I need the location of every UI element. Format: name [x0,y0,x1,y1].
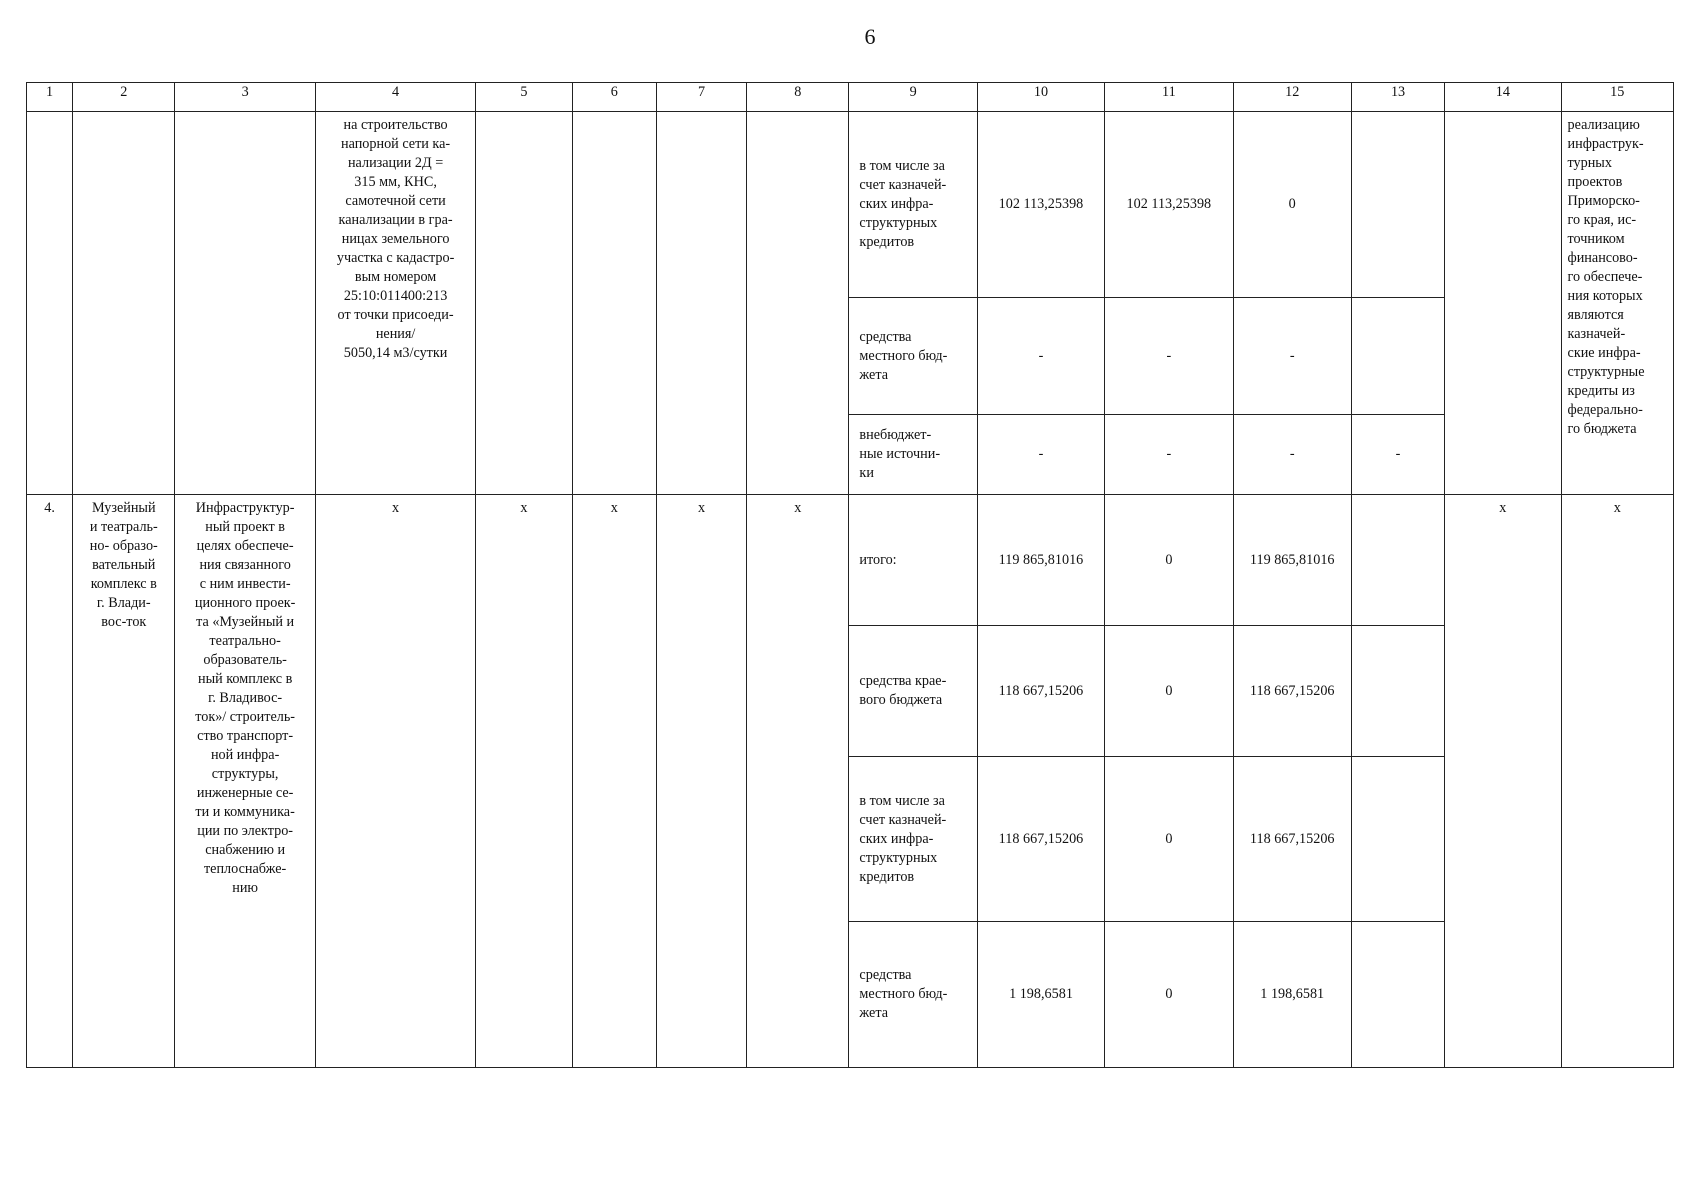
amount-col13 [1351,112,1444,298]
amount-col13 [1351,495,1444,626]
fund-source-label: средства местного бюд- жета [849,298,977,415]
amount-col11: - [1105,415,1233,495]
cont-description [315,112,475,495]
header-cell: 3 [175,83,315,112]
x-mark-col15: х [1561,495,1673,1068]
header-cell: 1 [27,83,73,112]
amount-col11: 0 [1105,626,1233,757]
header-cell: 6 [572,83,656,112]
header-cell: 9 [849,83,977,112]
cont-cell-8 [747,112,849,495]
amount-col10: 118 667,15206 [977,757,1104,922]
cont-cell-6 [572,112,656,495]
amount-col11: - [1105,298,1233,415]
header-cell: 14 [1445,83,1561,112]
fund-source-label: итого: [849,495,977,626]
header-cell: 4 [315,83,475,112]
header-cell: 7 [656,83,746,112]
amount-col10: - [977,415,1104,495]
amount-col10: 119 865,81016 [977,495,1104,626]
fund-source-label: внебюджет- ные источни- ки [849,415,977,495]
project-name: Музейный и театраль- но- образо- вательный комплекс в г. Влади- вос-ток [73,495,175,1068]
amount-col13 [1351,626,1444,757]
cont-row-treasury [27,112,1674,298]
cont-note-text: реализацию инфраструк- турных проектов Приморско- го края, ис- точником финансово- го обеспече- ния которых являются казначей- ские инфра- структурные кредиты из федерально- го бюджета [1567,117,1645,437]
fund-source-label: в том числе за счет казначей- ских инфра- структурных кредитов [849,757,977,922]
amount-col11: 0 [1105,757,1233,922]
cont-cell-3 [175,112,315,495]
amount-col13 [1351,922,1444,1068]
fund-source-label: средства местного бюд- жета [849,922,977,1068]
cont-cell-5 [476,112,572,495]
header-cell: 5 [476,83,572,112]
header-cell: 8 [747,83,849,112]
amount-col11: 0 [1105,495,1233,626]
header-cell: 10 [977,83,1104,112]
amount-col12: 1 198,6581 [1233,922,1351,1068]
amount-col12: 119 865,81016 [1233,495,1351,626]
header-cell: 2 [73,83,175,112]
amount-col13: - [1351,415,1444,495]
x-mark-col14: х [1445,495,1561,1068]
header-cell: 13 [1351,83,1444,112]
header-cell: 11 [1105,83,1233,112]
amount-col12: - [1233,415,1351,495]
x-mark-col6: х [572,495,656,1068]
amount-col13 [1351,757,1444,922]
amount-col10: 118 667,15206 [977,626,1104,757]
x-mark-col7: х [656,495,746,1068]
funding-table [26,82,1674,1068]
amount-col11: 0 [1105,922,1233,1068]
amount-col11: 102 113,25398 [1105,112,1233,298]
amount-col12: 118 667,15206 [1233,626,1351,757]
x-mark-col8: х [747,495,849,1068]
amount-col10: 102 113,25398 [977,112,1104,298]
amount-col13 [1351,298,1444,415]
fund-source-label: средства крае- вого бюджета [849,626,977,757]
cont-cell-14 [1445,112,1561,495]
x-mark-col5: х [476,495,572,1068]
amount-col10: 1 198,6581 [977,922,1104,1068]
row4-total [27,495,1674,626]
amount-col12: 118 667,15206 [1233,757,1351,922]
fund-source-label: в том числе за счет казначей- ских инфра- структурных кредитов [849,112,977,298]
header-cell: 15 [1561,83,1673,112]
project-description: Инфраструктур- ный проект в целях обеспече- ния связанного с ним инвести- ционного проек- та «Музейный и театрально- образователь- ный комплекс в г. Владивос- ток»/ строитель- ство транспорт- ной инфра- структуры, инженерные се- ти и коммуника- ции по электро- снабжению и теплоснабже- нию [175,495,315,1068]
x-mark-col4: х [315,495,475,1068]
cont-cell-7 [656,112,746,495]
page-number: 6 [864,24,876,49]
row-number: 4. [27,495,73,1068]
header-row [27,83,1674,112]
cont-cell-2 [73,112,175,495]
cont-cell-1 [27,112,73,495]
amount-col12: - [1233,298,1351,415]
amount-col10: - [977,298,1104,415]
cont-description-text: на строительство напорной сети ка- нализации 2Д = 315 мм, КНС, самотечной сети канализации в гра- ницах земельного участка с кадастро- вым номером 25:10:011400:213 от точки присоеди- нения/ 5050,14 м3/сутки [336,117,455,361]
cont-note [1561,112,1673,495]
header-cell: 12 [1233,83,1351,112]
amount-col12: 0 [1233,112,1351,298]
